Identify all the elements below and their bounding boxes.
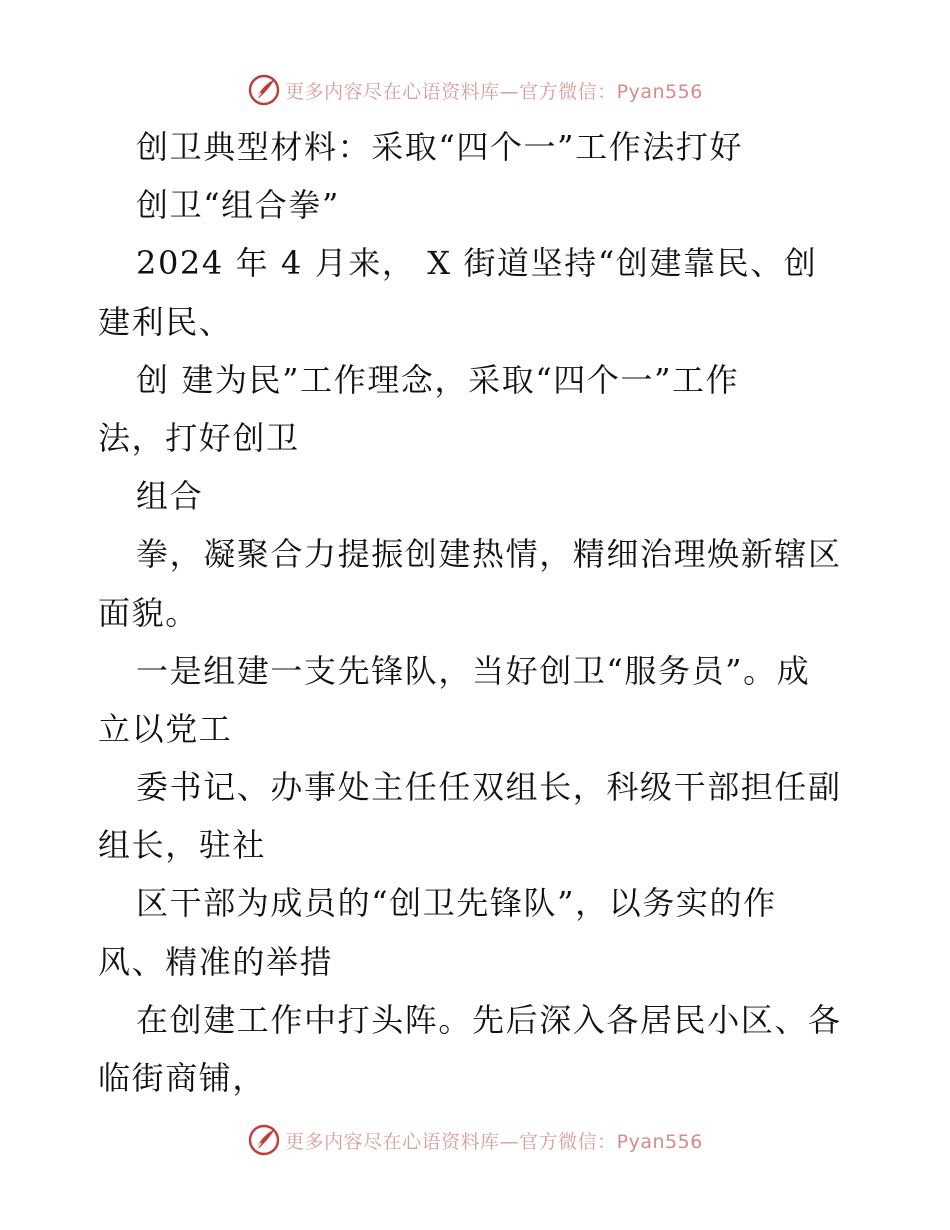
- text-line: 2024 年 4 月来， X 街道坚持“创建靠民、创: [136, 244, 818, 283]
- text-line: 创 建为民”工作理念，采取“四个一”工作: [136, 360, 740, 399]
- watermark-wechat-id: Pyan556: [616, 80, 703, 103]
- text-line: 一是组建一支先锋队，当好创卫“服务员”。成: [136, 651, 811, 690]
- text-line: 组合: [136, 477, 204, 516]
- text-line: 组长，驻社: [98, 826, 267, 865]
- watermark-text: 更多内容尽在心语资料库—官方微信：: [285, 1130, 617, 1153]
- watermark-text: 更多内容尽在心语资料库—官方微信：: [285, 80, 617, 103]
- footer-watermark: [0, 1120, 950, 1160]
- quill-logo-icon: [247, 73, 281, 107]
- text-line: 拳，凝聚合力提振创建热情，精细治理焕新辖区: [136, 535, 842, 574]
- text-line: 区干部为成员的“创卫先锋队”，以务实的作: [136, 884, 777, 923]
- header-watermark: [0, 70, 950, 110]
- text-line: 风、精准的举措: [98, 942, 334, 981]
- document-body: [98, 118, 858, 1107]
- text-line: 面貌。: [98, 593, 199, 632]
- document-title-line-2: 创卫“组合拳”: [136, 186, 340, 225]
- text-line: 委书记、办事处主任任双组长，科级干部担任副: [136, 768, 842, 807]
- quill-logo-icon: [247, 1123, 281, 1157]
- text-line: 临街商铺，: [98, 1059, 267, 1097]
- watermark-wechat-id: Pyan556: [616, 1130, 703, 1153]
- text-line: 立以党工: [98, 709, 233, 748]
- text-line: 在创建工作中打头阵。先后深入各居民小区、各: [136, 1000, 842, 1039]
- text-line: 法，打好创卫: [98, 418, 300, 457]
- text-line: 建利民、: [98, 302, 233, 341]
- document-title-line-1: 创卫典型材料：采取“四个一”工作法打好: [136, 128, 744, 166]
